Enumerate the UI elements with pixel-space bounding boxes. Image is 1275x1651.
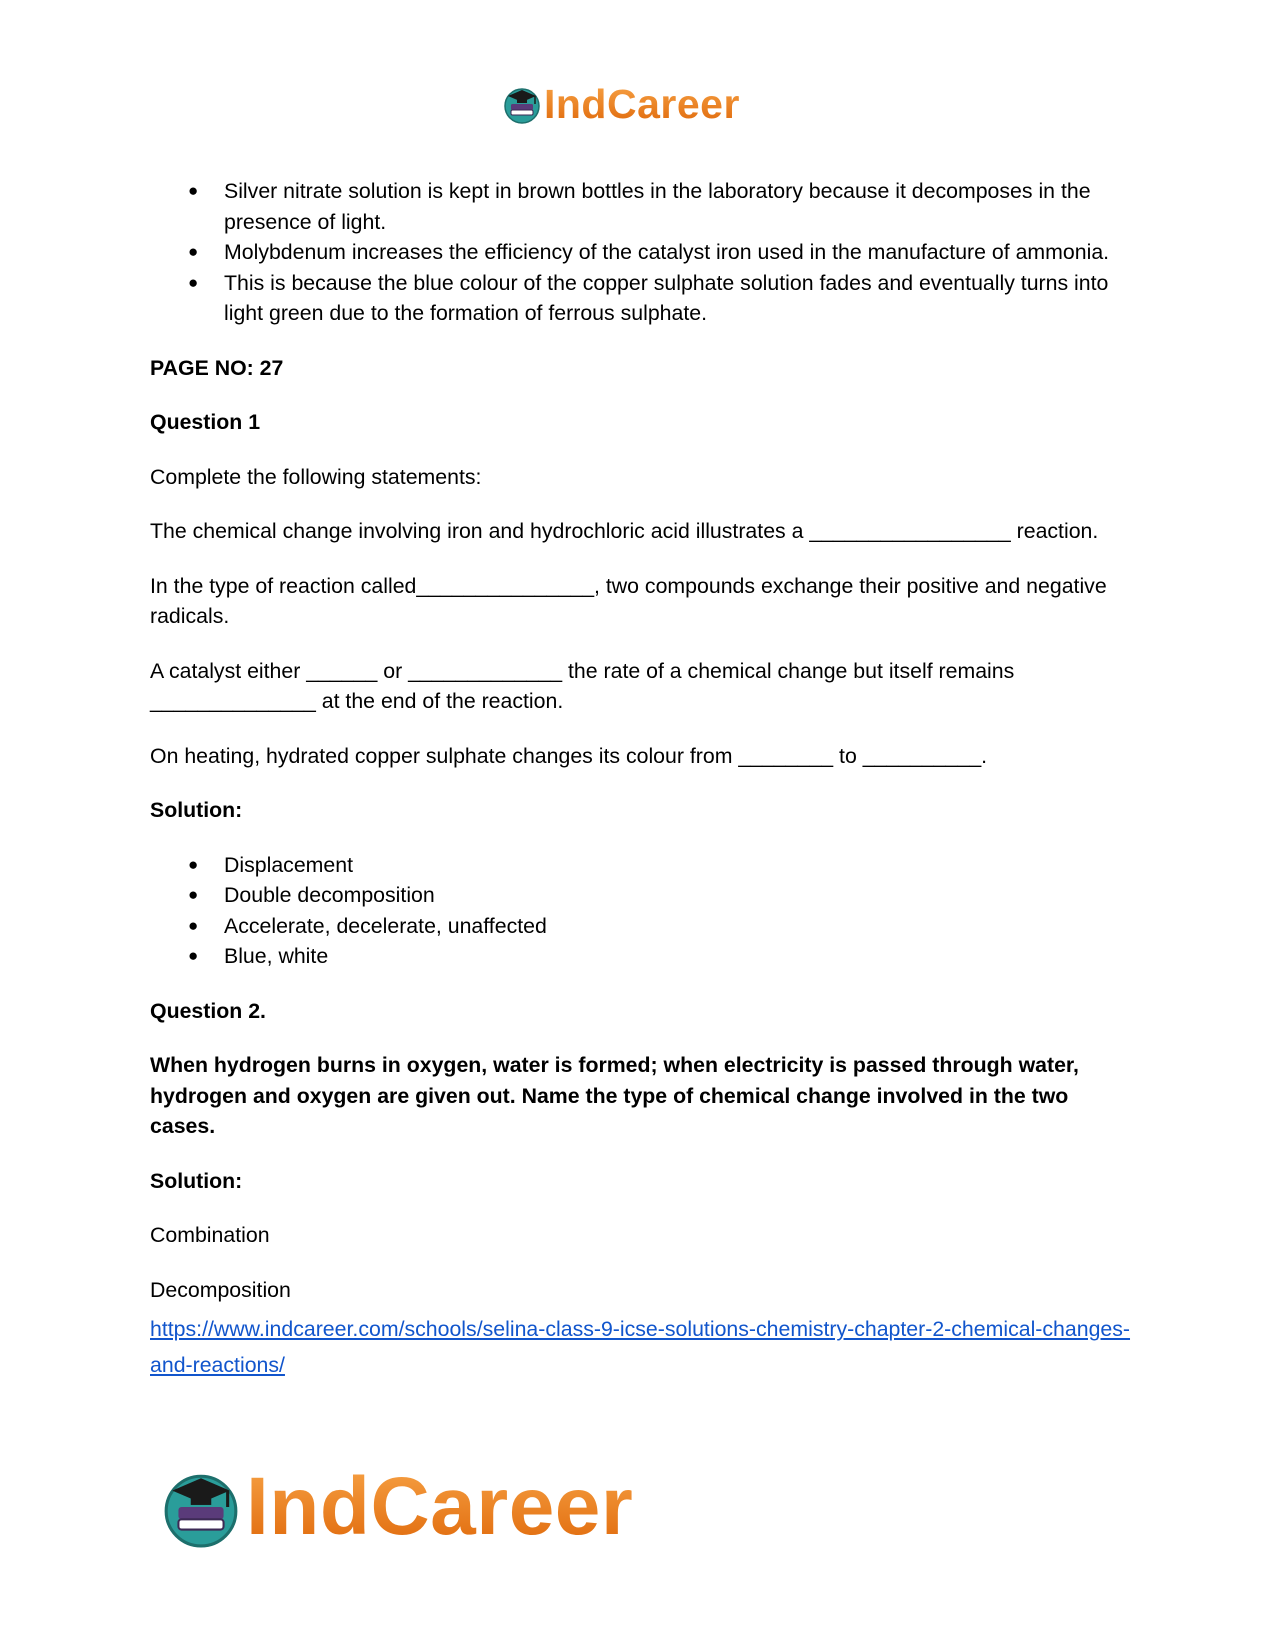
graduation-globe-icon <box>502 84 542 124</box>
intro-bullet-list <box>150 176 1130 329</box>
bullet-icon: ● <box>188 915 199 935</box>
list-item: ● Blue, white <box>150 941 1130 972</box>
document-body <box>150 176 1130 1383</box>
list-item: ● This is because the blue colour of the copper sulphate solution fades and eventually turns into light green due to the formation of ferrous sulphate. <box>150 268 1130 329</box>
brand-logo-bottom <box>160 1462 633 1552</box>
brand-logo-text: IndCareer <box>544 80 740 127</box>
list-item: ● Silver nitrate solution is kept in brown bottles in the laboratory because it decomposes in the presence of light. <box>150 176 1130 237</box>
question-2-heading: Question 2. <box>150 998 266 1023</box>
graduation-globe-icon <box>160 1466 242 1548</box>
brand-logo-text: IndCareer <box>246 1461 634 1552</box>
question-1-heading: Question 1 <box>150 410 261 434</box>
list-item: ● Molybdenum increases the efficiency of the catalyst iron used in the manufacture of ammonia. <box>150 237 1130 268</box>
list-item: ● Double decomposition <box>150 880 1130 911</box>
bullet-icon: ● <box>188 181 199 200</box>
statement-3: A catalyst either ______ or _____________ the rate of a chemical change but itself remains ______________ at the end of the reaction. <box>150 658 1015 713</box>
bullet-icon: ● <box>188 946 199 965</box>
question-2-text: When hydrogen burns in oxygen, water is formed; when electricity is passed through water, hydrogen and oxygen are given out. Name the type of chemical change involved in the two cases. <box>150 1053 1079 1138</box>
page-number-heading: PAGE NO: 27 <box>150 355 284 380</box>
question-1-instruction: Complete the following statements: <box>150 464 482 489</box>
list-item: ● Accelerate, decelerate, unaffected <box>150 911 1130 942</box>
bullet-icon: ● <box>188 242 199 261</box>
solution-2-answer-2: Decomposition <box>150 1277 291 1302</box>
solution-2-label: Solution: <box>150 1168 243 1193</box>
solution-1-answer-list <box>150 850 1130 972</box>
statement-2: In the type of reaction called_______________, two compounds exchange their positive and negative radicals. <box>150 573 1107 628</box>
bullet-icon: ● <box>188 885 199 904</box>
source-link[interactable]: https://www.indcareer.com/schools/selina-class-9-icse-solutions-chemistry-chapter-2-chemical-changes-and-reactions/ <box>150 1317 1131 1377</box>
solution-1-label: Solution: <box>150 798 243 822</box>
list-item: ● Displacement <box>150 850 1130 881</box>
solution-2-answer-1: Combination <box>150 1223 270 1247</box>
statement-1: The chemical change involving iron and hydrochloric acid illustrates a _________________ reaction. <box>150 519 1099 543</box>
brand-logo-top <box>502 76 740 132</box>
statement-4: On heating, hydrated copper sulphate changes its colour from ________ to __________. <box>150 743 988 768</box>
bullet-icon: ● <box>188 272 199 292</box>
bullet-icon: ● <box>188 854 199 874</box>
